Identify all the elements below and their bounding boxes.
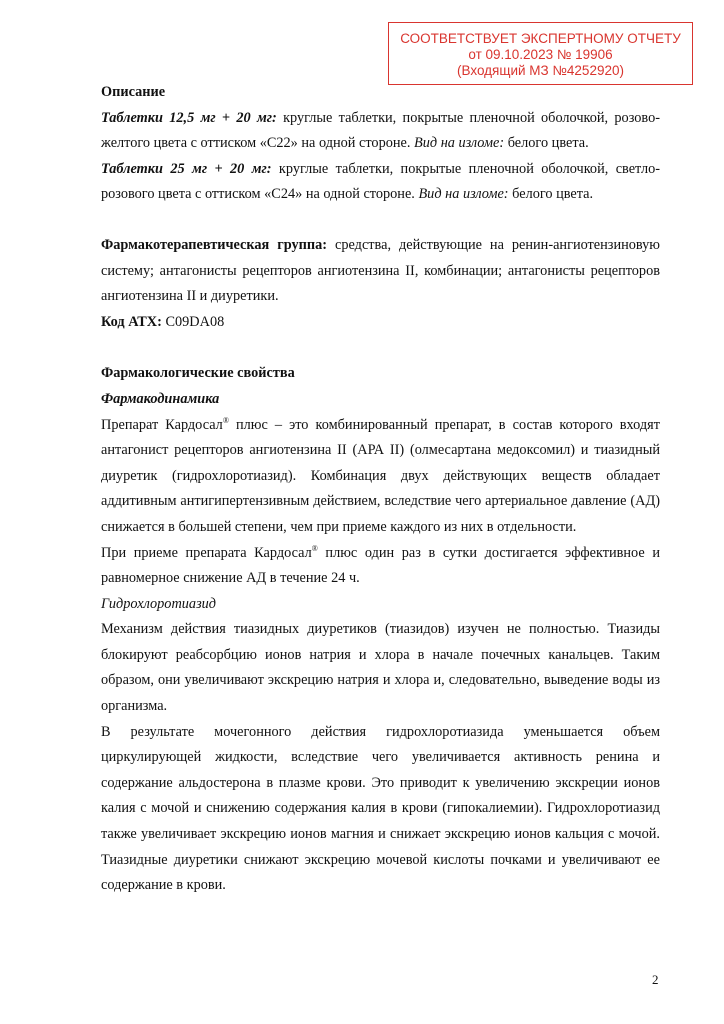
tablet-12-5-label: Таблетки 12,5 мг + 20 мг:	[101, 109, 277, 126]
registered-mark: ®	[222, 415, 229, 425]
registered-mark: ®	[311, 543, 318, 553]
approval-stamp	[388, 22, 693, 85]
description-heading: Описание	[101, 84, 166, 100]
pharmacodynamics-heading: Фармакодинамика	[101, 390, 220, 407]
atc-value: C09DA08	[165, 313, 225, 330]
pharm-props-heading: Фармакологические свойства	[101, 365, 295, 382]
p1-rest: плюс – это комбинированный препарат, в состав которого входят антагонист рецепторов ангиотензина II (АРА II) (олмесартана медоксомил) и тиазидный диуретик (гидрохлоротиазид). Комбинация двух действующих веществ обладает аддитивным антигипертензивным действием, вследствие чего артериальное давление (АД) снижается в большей степени, чем при приеме каждого из них в отдельности.	[101, 416, 660, 535]
pharmacodynamics-paragraph-2	[101, 541, 660, 592]
break-view-text-2: белого цвета.	[512, 186, 594, 203]
pharm-group-text: средства, действующие на ренин-ангиотензиновую систему; антагонисты рецепторов ангиотензина II, комбинации; антагонисты рецепторов ангиотензина II и диуретики.	[101, 236, 660, 305]
pharm-group-label: Фармакотерапевтическая группа:	[101, 236, 328, 253]
stamp-line-2: от 09.10.2023 № 19906	[468, 47, 613, 62]
pharmacodynamics-paragraph-1	[101, 413, 660, 541]
stamp-line-1: СООТВЕТСТВУЕТ ЭКСПЕРТНОМУ ОТЧЕТУ	[400, 31, 681, 46]
tablet-12-5-text: круглые таблетки, покрытые пленочной оболочкой, розово-желтого цвета с оттиском «С22» на одной стороне.	[101, 109, 660, 152]
hctz-paragraph-1: Механизм действия тиазидных диуретиков (тиазидов) изучен не полностью. Тиазиды блокируют реабсорбцию ионов натрия и хлора в начале почечных канальцев. Таким образом, они увеличивают экскрецию натрия и хлора и, следовательно, выведение воды из организма.	[101, 621, 660, 715]
atc-code-line	[101, 310, 660, 336]
break-view-text-1: белого цвета.	[507, 135, 589, 152]
break-view-label-2: Вид на изломе:	[418, 186, 509, 203]
stamp-line-3: (Входящий МЗ №4252920)	[457, 63, 624, 78]
p1-start: Препарат Кардосал	[101, 416, 223, 433]
p2-start: При приеме препарата Кардосал	[101, 544, 312, 561]
spacer	[101, 208, 660, 233]
spacer	[101, 335, 660, 361]
p2-rest: плюс один раз в сутки достигается эффективное и равномерное снижение АД в течение 24 ч.	[101, 544, 660, 587]
description-paragraph-1	[101, 106, 660, 157]
pharm-group-paragraph	[101, 233, 660, 310]
hydrochlorothiazide-heading: Гидрохлоротиазид	[101, 595, 217, 612]
hctz-paragraph-2: В результате мочегонного действия гидрохлоротиазида уменьшается объем циркулирующей жидкости, вследствие чего увеличивается активность ренина и содержание альдостерона в плазме крови. Это приводит к увеличению экскреции ионов калия с мочой и снижению содержания калия в крови (гипокалиемии). Гидрохлоротиазид также увеличивает экскрецию ионов магния и снижает экскрецию ионов кальция с мочой. Тиазидные диуретики снижают экскрецию мочевой кислоты почками и увеличивают ее содержание в крови.	[101, 723, 660, 894]
page-number: 2	[652, 972, 659, 987]
atc-label: Код АТХ:	[101, 313, 162, 330]
tablet-25-text: круглые таблетки, покрытые пленочной оболочкой, светло-розового цвета с оттиском «С24» на одной стороне.	[101, 160, 660, 203]
tablet-25-label: Таблетки 25 мг + 20 мг:	[101, 160, 272, 177]
document-body	[101, 80, 660, 899]
break-view-label-1: Вид на изломе:	[414, 135, 505, 152]
description-paragraph-2	[101, 157, 660, 208]
